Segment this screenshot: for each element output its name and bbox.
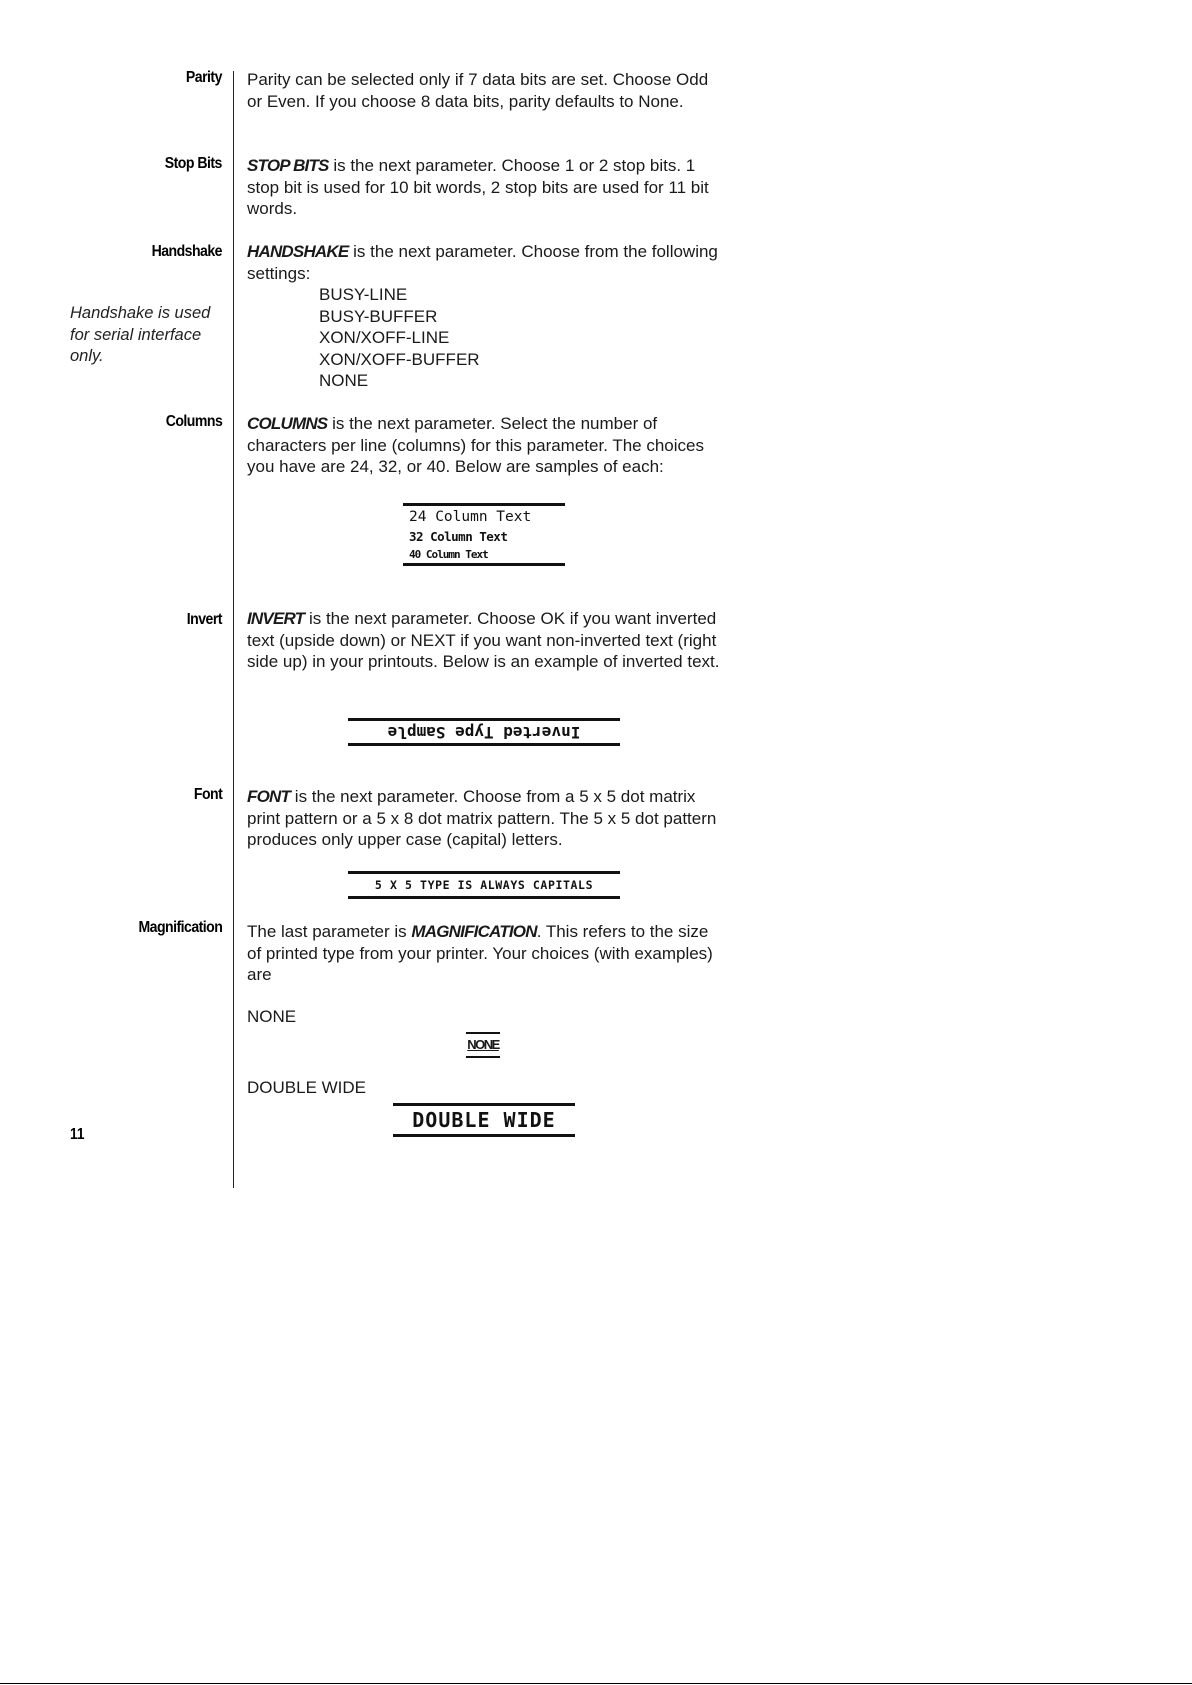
handshake-options <box>247 284 727 392</box>
none-sample-text: NONE <box>467 1037 499 1052</box>
columns-keyword: COLUMNS <box>247 414 328 433</box>
handshake-keyword: HANDSHAKE <box>247 242 349 261</box>
list-item: XON/XOFF-LINE <box>319 328 450 347</box>
font-sample <box>348 871 620 899</box>
margin-rule <box>233 71 234 1188</box>
handshake-text: is the next parameter. Choose from the following settings: <box>247 242 718 283</box>
sample-24-column: 24 Column Text <box>409 509 532 525</box>
sample-32-column: 32 Column Text <box>409 529 508 544</box>
columns-sample <box>403 503 565 566</box>
font-text: is the next parameter. Choose from a 5 x 5 dot matrix print pattern or a 5 x 8 dot matrix pattern. The 5 x 5 dot pattern produces only upper case (capital) letters. <box>247 787 717 849</box>
label-columns: Columns <box>165 413 222 430</box>
font-paragraph <box>247 786 727 851</box>
stop-bits-paragraph <box>247 155 727 220</box>
double-wide-sample-text: DOUBLE WIDE <box>412 1108 556 1132</box>
invert-paragraph <box>247 608 727 673</box>
font-sample-text: 5 X 5 TYPE IS ALWAYS CAPITALS <box>374 878 594 892</box>
label-handshake: Handshake <box>151 243 222 260</box>
label-magnification: Magnification <box>138 919 222 936</box>
list-item: BUSY-LINE <box>319 285 408 304</box>
none-label: NONE <box>247 1007 297 1026</box>
magnification-prefix: The last parameter is <box>247 922 412 941</box>
inverted-sample-text: Inverted Type Sample <box>387 723 581 742</box>
label-parity: Parity <box>186 69 222 86</box>
inverted-sample <box>348 718 620 746</box>
label-stop-bits: Stop Bits <box>164 155 222 172</box>
page-number: 11 <box>70 1126 85 1143</box>
columns-text: is the next parameter. Select the number of characters per line (columns) for this parameter. The choices you have are 24, 32, or 40. Below are samples of each: <box>247 414 704 476</box>
side-note: Handshake is used for serial interface only. <box>70 304 211 365</box>
list-item: NONE <box>319 371 369 390</box>
parity-paragraph: Parity can be selected only if 7 data bits are set. Choose Odd or Even. If you choose 8 data bits, parity defaults to None. <box>247 70 709 111</box>
label-invert: Invert <box>186 611 222 628</box>
stop-bits-text: is the next parameter. Choose 1 or 2 stop bits. 1 stop bit is used for 10 bit words, 2 stop bits are used for 11 bit words. <box>247 156 709 218</box>
invert-text: is the next parameter. Choose OK if you want inverted text (upside down) or NEXT if you want non-inverted text (right side up) in your printouts. Below is an example of inverted text. <box>247 609 720 671</box>
handshake-paragraph <box>247 241 727 392</box>
magnification-paragraph <box>247 921 727 986</box>
none-sample <box>466 1032 500 1058</box>
label-font: Font <box>193 786 222 803</box>
magnification-keyword: MAGNIFICATION <box>411 922 537 941</box>
magnification-text: . This refers to the size of printed type from your printer. Your choices (with examples) are <box>247 922 713 984</box>
columns-paragraph <box>247 413 727 478</box>
list-item: BUSY-BUFFER <box>319 306 438 326</box>
double-wide-sample <box>393 1103 575 1137</box>
list-item: XON/XOFF-BUFFER <box>319 349 480 369</box>
double-wide-label: DOUBLE WIDE <box>247 1078 367 1097</box>
stop-bits-keyword: STOP BITS <box>247 156 329 175</box>
sample-40-column: 40 Column Text <box>409 548 488 561</box>
invert-keyword: INVERT <box>247 609 305 628</box>
bottom-rule <box>0 1683 1192 1684</box>
font-keyword: FONT <box>247 787 291 806</box>
